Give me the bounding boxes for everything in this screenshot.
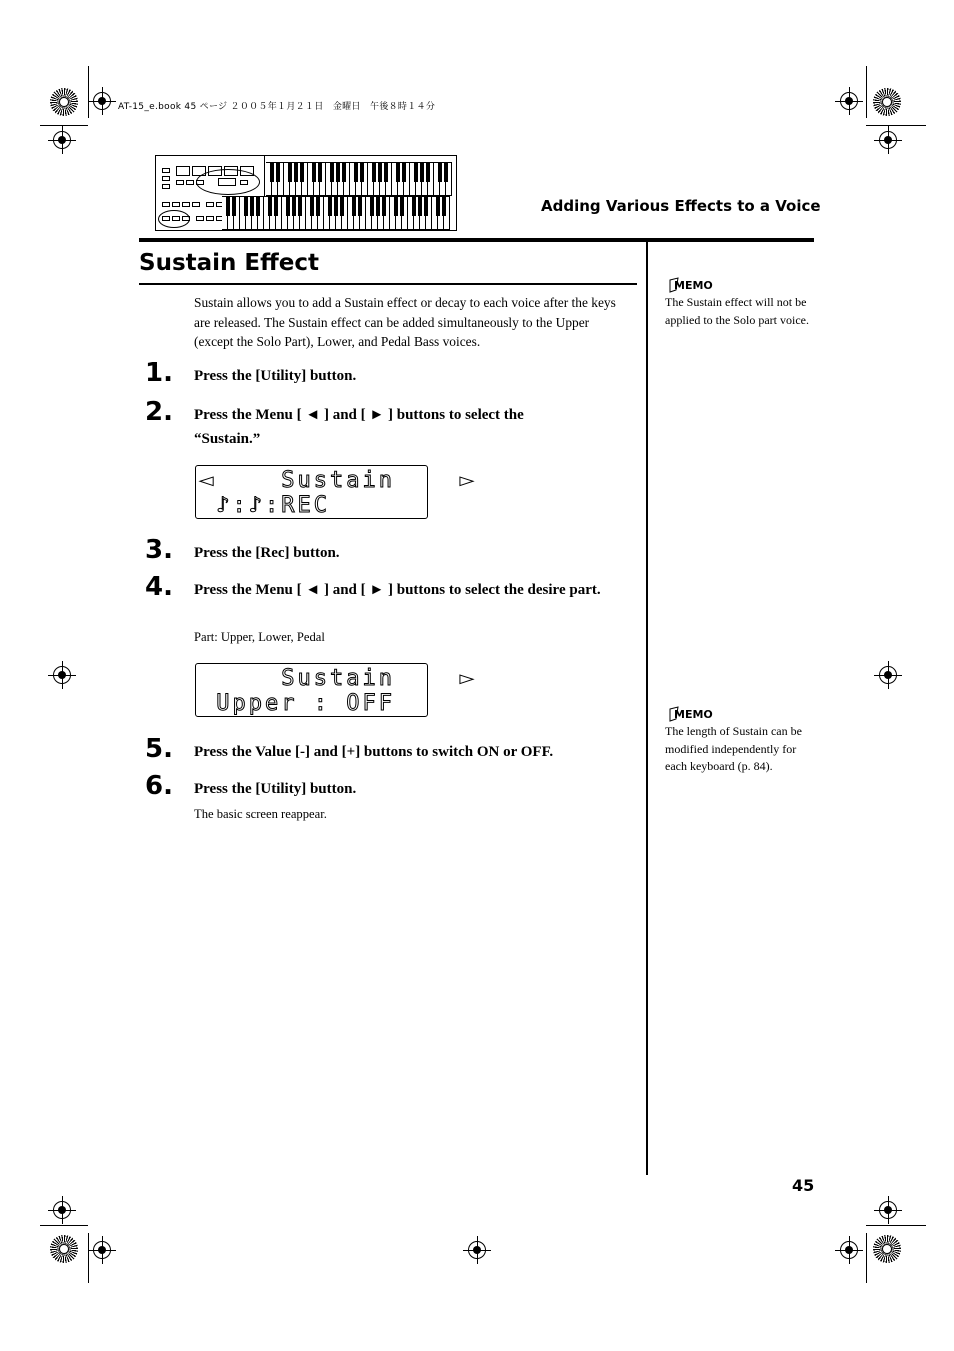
black-key	[336, 162, 340, 182]
black-key	[300, 162, 304, 182]
black-key	[342, 162, 346, 182]
black-key	[372, 162, 376, 182]
black-key	[298, 196, 302, 216]
upper-manual	[266, 162, 452, 196]
header-rule	[139, 238, 814, 242]
starburst-mark-icon	[873, 88, 901, 116]
step-text: Press the [Utility] button.	[194, 368, 357, 384]
black-key	[412, 196, 416, 216]
lcd-display	[195, 465, 477, 519]
registration-mark-icon	[879, 131, 897, 149]
black-key	[396, 162, 400, 182]
black-key	[286, 196, 290, 216]
file-header: AT-15_e.book 45 ページ ２００５年１月２１日 金曜日 午後８時１４分	[118, 102, 436, 112]
black-key	[310, 196, 314, 216]
organ-keyboard-illustration	[155, 155, 457, 231]
step-text: Press the [Utility] button.	[194, 781, 357, 797]
memo-text: The length of Sustain can be modified independently for each keyboard (p. 84).	[665, 724, 802, 773]
black-key	[444, 162, 448, 182]
registration-mark-icon	[879, 666, 897, 684]
memo-label: MEMO	[674, 279, 713, 292]
registration-mark-icon	[93, 1241, 111, 1259]
step-text: Press the [Rec] button.	[194, 545, 340, 561]
black-key	[352, 196, 356, 216]
lcd-line: ◄ Sustain ►	[200, 468, 477, 493]
black-key	[274, 196, 278, 216]
black-key	[250, 196, 254, 216]
lower-manual	[222, 196, 450, 230]
step-number: 6.	[145, 771, 173, 801]
step-text: Press the Menu [ ◄ ] and [ ► ] buttons to select the desire part.	[194, 582, 601, 598]
black-key	[360, 162, 364, 182]
registration-mark-icon	[468, 1241, 486, 1259]
lcd-line: ♪:♪:REC	[200, 493, 330, 518]
black-key	[394, 196, 398, 216]
black-key	[414, 162, 418, 182]
highlight-circle	[196, 169, 260, 195]
black-key	[370, 196, 374, 216]
running-header: Adding Various Effects to a Voice	[541, 197, 821, 215]
step-note: Part: Upper, Lower, Pedal	[194, 630, 325, 644]
step-number: 1.	[145, 358, 173, 388]
black-key	[268, 196, 272, 216]
lcd-line: Sustain ►	[200, 666, 477, 691]
black-key	[316, 196, 320, 216]
black-key	[424, 196, 428, 216]
registration-mark-icon	[879, 1201, 897, 1219]
black-key	[426, 162, 430, 182]
black-key	[402, 162, 406, 182]
black-key	[382, 196, 386, 216]
column-divider	[646, 242, 648, 1175]
black-key	[334, 196, 338, 216]
black-key	[418, 196, 422, 216]
black-key	[442, 196, 446, 216]
step-note: The basic screen reappear.	[194, 807, 327, 821]
lcd-line: Upper : OFF	[200, 691, 395, 716]
step-number: 4.	[145, 572, 173, 602]
black-key	[376, 196, 380, 216]
step-number: 3.	[145, 535, 173, 565]
black-key	[340, 196, 344, 216]
section-title: Sustain Effect	[139, 250, 319, 276]
starburst-mark-icon	[50, 88, 78, 116]
registration-mark-icon	[53, 1201, 71, 1219]
black-key	[436, 196, 440, 216]
step-number: 2.	[145, 397, 173, 427]
registration-mark-icon	[53, 666, 71, 684]
black-key	[330, 162, 334, 182]
memo-icon	[668, 705, 714, 723]
registration-mark-icon	[840, 92, 858, 110]
highlight-circle	[158, 210, 190, 228]
lcd-display	[195, 663, 477, 717]
starburst-mark-icon	[873, 1235, 901, 1263]
black-key	[292, 196, 296, 216]
memo-label: MEMO	[674, 708, 713, 721]
black-key	[328, 196, 332, 216]
black-key	[312, 162, 316, 182]
registration-mark-icon	[53, 131, 71, 149]
black-key	[400, 196, 404, 216]
memo-icon	[668, 276, 714, 294]
intro-paragraph: Sustain allows you to add a Sustain effect or decay to each voice after the keys are released. The Sustain effect can be added simultaneously to the Upper (except the Solo Part), Lower, and Pedal Bass voices.	[194, 295, 616, 349]
black-key	[226, 196, 230, 216]
black-key	[276, 162, 280, 182]
black-key	[256, 196, 260, 216]
black-key	[294, 162, 298, 182]
title-underline	[139, 283, 637, 285]
black-key	[384, 162, 388, 182]
registration-mark-icon	[840, 1241, 858, 1259]
black-key	[244, 196, 248, 216]
page-number: 45	[792, 1176, 815, 1195]
black-key	[358, 196, 362, 216]
step-number: 5.	[145, 734, 173, 764]
black-key	[318, 162, 322, 182]
black-key	[288, 162, 292, 182]
step-text: Press the Value [-] and [+] buttons to switch ON or OFF.	[194, 744, 554, 760]
step-text: Press the Menu [ ◄ ] and [ ► ] buttons to select the “Sustain.”	[194, 407, 524, 447]
black-key	[420, 162, 424, 182]
memo-text: The Sustain effect will not be applied to the Solo part voice.	[665, 295, 809, 327]
registration-mark-icon	[93, 92, 111, 110]
black-key	[270, 162, 274, 182]
starburst-mark-icon	[50, 1235, 78, 1263]
black-key	[354, 162, 358, 182]
black-key	[378, 162, 382, 182]
black-key	[438, 162, 442, 182]
black-key	[232, 196, 236, 216]
